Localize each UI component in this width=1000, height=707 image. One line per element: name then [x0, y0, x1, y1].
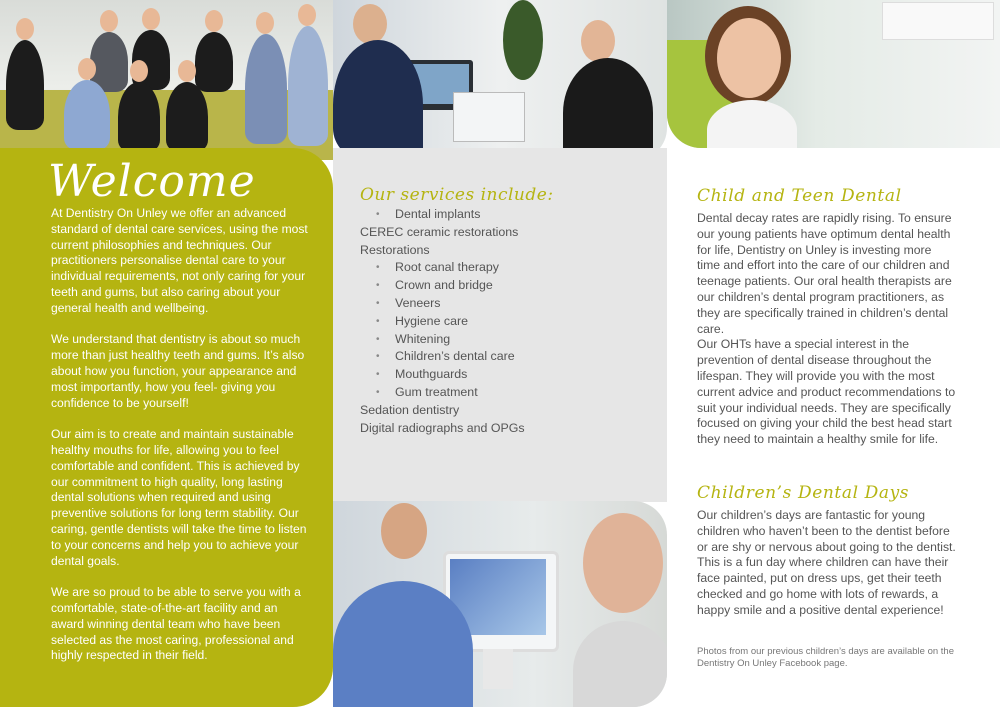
childrens-days-body — [697, 508, 957, 619]
service-item: • Hygiene care — [360, 313, 525, 331]
welcome-body — [51, 206, 313, 680]
service-item: • Mouthguards — [360, 366, 525, 384]
team-photo — [0, 0, 333, 160]
child-teen-paragraph: Dental decay rates are rapidly rising. To ensure our young patients have optimum dental health for life, Dentistry on Unley is investing more time and effort into the care of our children and teenage patients. Our oral health therapists are our children’s dental program practitioners, as they are specifically trained in children’s dental care. — [697, 211, 952, 336]
child-teen-body — [697, 211, 957, 448]
childrens-days-title: Children’s Dental Days — [697, 483, 910, 503]
cerec-photo — [333, 501, 667, 707]
service-item: Sedation dentistry — [360, 402, 460, 417]
welcome-paragraph: We are so proud to be able to serve you with a comfortable, state-of-the-art facility and an award winning dental team who have been selected as the most caring, professional and highly respected in their field. — [51, 585, 301, 663]
service-item: • Veneers — [360, 295, 525, 313]
service-item: • Children’s dental care — [360, 348, 525, 366]
welcome-paragraph: At Dentistry On Unley we offer an advanced standard of dental care services, using the most current philosophies and techniques. Our practitioners personalise dental care to your individual requirements, not only caring for your teeth and gums, but also caring about your general health and wellbeing. — [51, 206, 308, 315]
welcome-paragraph: Our aim is to create and maintain sustainable healthy mouths for life, allowing you to feel comfortable and confident. This is achieved by our commitment to high quality, long lasting dental solutions when required and using preventive solutions for long term stability. Our caring, gentle dentists will take the time to listen to your concerns and help you to achieve your dental goals. — [51, 427, 307, 568]
children-panel — [667, 0, 1000, 707]
service-item: • Crown and bridge — [360, 277, 525, 295]
services-list — [360, 206, 525, 437]
service-item: • Whitening — [360, 331, 525, 349]
childrens-days-paragraph: Our children’s days are fantastic for young children who haven’t been to the dentist before or are shy or nervous about going to the dentist. This is a fun day where children can have their face painted, put on dress ups, get their teeth checked and go home with lots of rewards, a happy smile and a positive dental experience! — [697, 508, 956, 617]
welcome-paragraph: We understand that dentistry is about so much more than just healthy teeth and gums. It’s also about how you function, your appearance and most importantly, how you feel- giving you confidence to be yourself! — [51, 332, 305, 410]
service-item: • Root canal therapy — [360, 259, 525, 277]
service-item: Digital radiographs and OPGs — [360, 420, 525, 435]
child-teen-title: Child and Teen Dental — [697, 186, 902, 206]
service-item: • Gum treatment — [360, 384, 525, 402]
child-teen-paragraph: Our OHTs have a special interest in the prevention of dental disease throughout the lifespan. They will provide you with the most current advice and product recommendations to suit your individual needs. They are specifically focused on giving your child the best head start they need to maintain a healthy smile for life. — [697, 337, 956, 447]
service-item: Restorations — [360, 242, 430, 257]
consultation-photo — [333, 0, 667, 160]
welcome-panel — [0, 0, 333, 707]
services-title: Our services include: — [360, 185, 554, 205]
facebook-note: Photos from our previous children’s days are available on the Dentistry On Unley Facebook page. — [697, 646, 954, 669]
service-item: CEREC ceramic restorations — [360, 224, 519, 239]
welcome-title: Welcome — [48, 156, 256, 207]
service-item: • Dental implants — [360, 206, 525, 224]
services-panel — [333, 0, 667, 707]
child-photo — [667, 0, 1000, 148]
